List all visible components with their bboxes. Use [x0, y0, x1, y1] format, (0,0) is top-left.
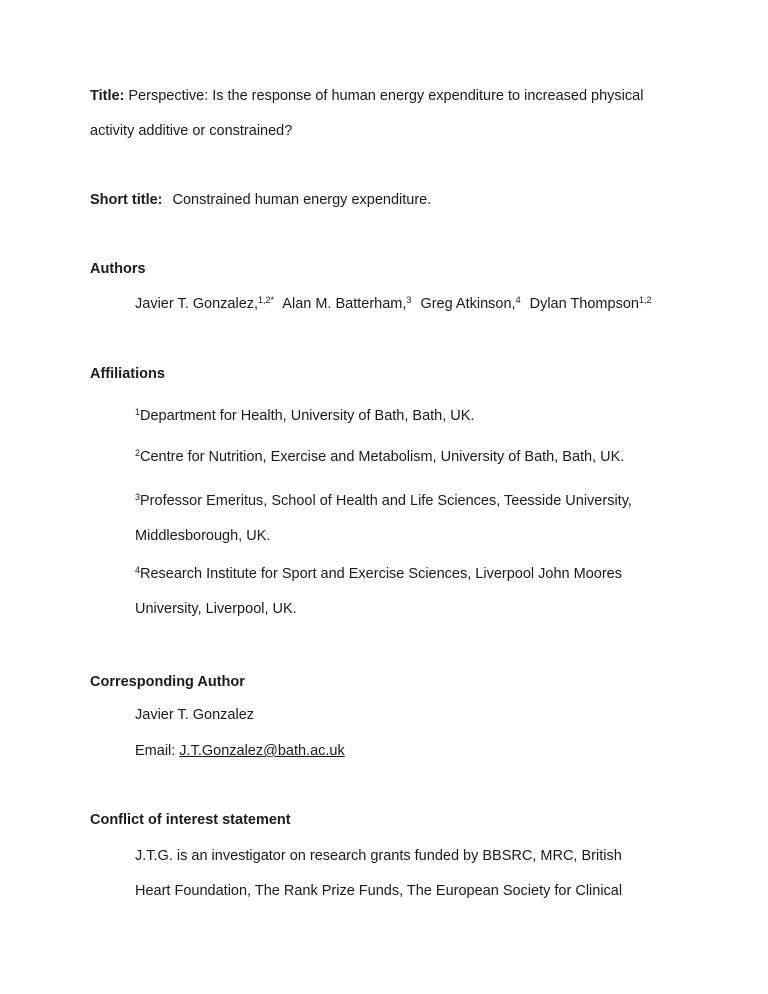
conflict-statement-line-2: Heart Foundation, The Rank Prize Funds, The European Society for Clinical — [135, 883, 623, 899]
affiliation-3-marker: 3 — [135, 492, 141, 502]
author-1-name: Javier T. Gonzalez, — [135, 296, 259, 312]
author-3-name: Greg Atkinson, — [420, 296, 516, 312]
short-title-line — [90, 183, 431, 218]
affiliation-2-text: Centre for Nutrition, Exercise and Metabolism, University of Bath, Bath, UK. — [140, 449, 625, 465]
author-4-affiliation-marker: 1,2 — [638, 295, 652, 305]
author-4-name: Dylan Thompson — [529, 296, 639, 312]
author-1-affiliation-marker: 1,2* — [258, 295, 275, 305]
title-label: Title: — [90, 88, 125, 104]
corresponding-author-heading-block — [90, 665, 245, 700]
affiliation-1-text: Department for Health, University of Bath, Bath, UK. — [140, 408, 475, 424]
author-3 — [420, 296, 520, 312]
affiliations-heading: Affiliations — [90, 366, 165, 382]
authors-heading: Authors — [90, 261, 146, 277]
conflict-section-heading — [90, 803, 291, 838]
title-text: Perspective: Is the response of human energy expenditure to increased physical — [128, 88, 644, 104]
affiliations-section-heading — [90, 357, 165, 392]
title-line-2 — [90, 114, 643, 149]
affiliation-3-text-continued: Middlesborough, UK. — [135, 528, 271, 544]
author-2 — [282, 296, 411, 312]
conflict-statement-line-1: J.T.G. is an investigator on research grants funded by BBSRC, MRC, British — [135, 848, 622, 864]
affiliation-4-text-continued: University, Liverpool, UK. — [135, 601, 297, 617]
affiliation-2 — [135, 440, 624, 475]
affiliation-4-text: Research Institute for Sport and Exercise Sciences, Liverpool John Moores — [140, 566, 622, 582]
conflict-statement — [135, 839, 622, 909]
title-text-continued: activity additive or constrained? — [90, 123, 293, 139]
email-label: Email: — [135, 743, 176, 759]
author-3-affiliation-marker: 4 — [515, 295, 521, 305]
short-title-label: Short title: — [90, 192, 163, 208]
author-list — [135, 287, 651, 322]
corresponding-author-email-block — [135, 734, 345, 769]
corresponding-author-name-block — [135, 698, 254, 733]
corresponding-author-heading: Corresponding Author — [90, 674, 245, 690]
affiliation-3 — [135, 484, 632, 554]
affiliation-3-text: Professor Emeritus, School of Health and Life Sciences, Teesside University, — [140, 493, 632, 509]
author-4 — [530, 296, 652, 312]
affiliation-1 — [135, 399, 474, 434]
corresponding-author-name: Javier T. Gonzalez — [135, 707, 255, 723]
email-link[interactable]: J.T.Gonzalez@bath.ac.uk — [179, 743, 345, 759]
short-title-paragraph — [90, 183, 431, 218]
author-2-affiliation-marker: 3 — [406, 295, 412, 305]
short-title-text: Constrained human energy expenditure. — [172, 192, 432, 208]
title-paragraph — [90, 79, 643, 149]
title-line-1 — [90, 79, 643, 114]
affiliation-2-marker: 2 — [135, 448, 141, 458]
affiliation-4-marker: 4 — [135, 565, 141, 575]
conflict-heading: Conflict of interest statement — [90, 812, 291, 828]
affiliation-4 — [135, 557, 622, 627]
author-2-name: Alan M. Batterham, — [282, 296, 407, 312]
affiliation-1-marker: 1 — [135, 407, 141, 417]
author-1 — [135, 296, 274, 312]
authors-section-heading — [90, 252, 146, 287]
